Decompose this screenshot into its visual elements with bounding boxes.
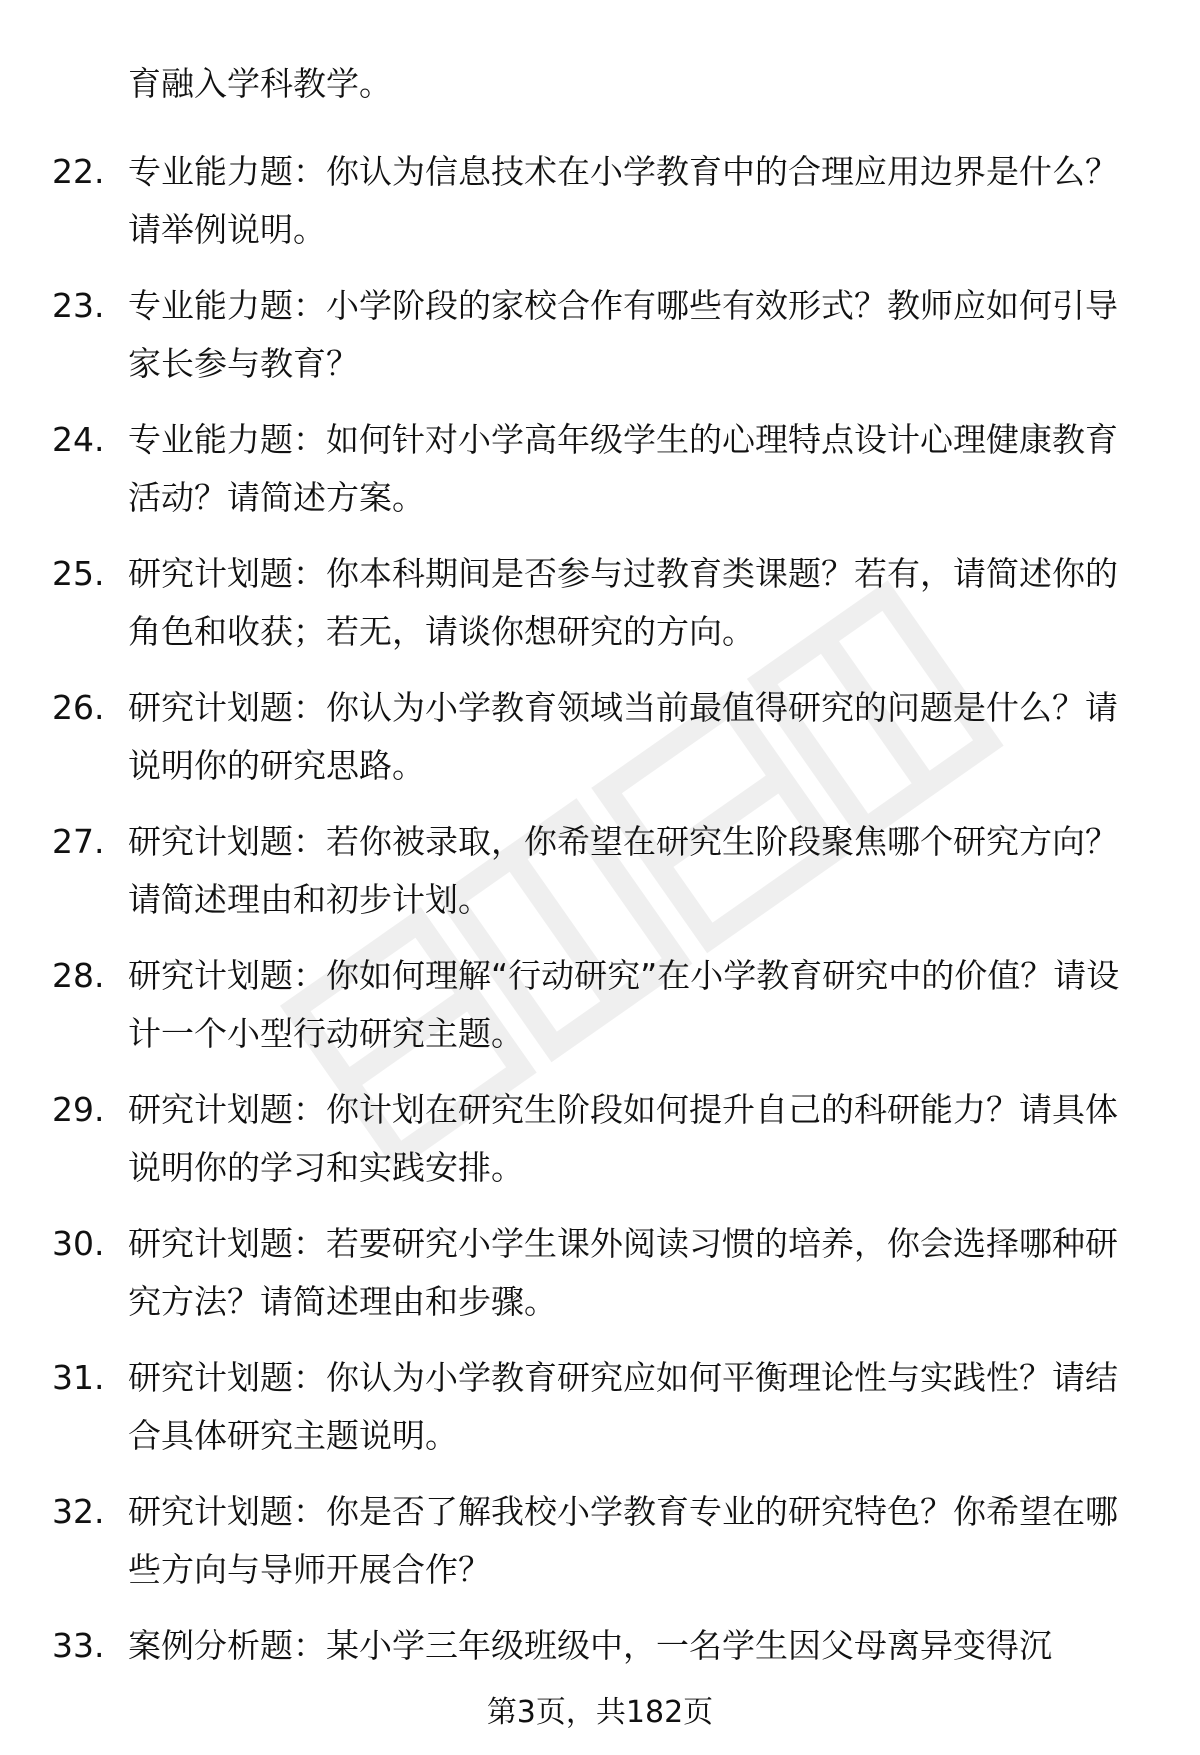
question-item <box>0 411 1200 545</box>
question-number: 32. <box>52 1492 105 1531</box>
question-text: 研究计划题：若要研究小学生课外阅读习惯的培养，你会选择哪种研究方法？请简述理由和步骤。 <box>128 1224 1118 1321</box>
question-number: 25. <box>52 554 105 593</box>
question-text: 研究计划题：你认为小学教育研究应如何平衡理论性与实践性？请结合具体研究主题说明。 <box>128 1358 1118 1455</box>
question-number: 33. <box>52 1626 105 1665</box>
page-footer: 第3页，共182页 <box>486 1695 714 1730</box>
question-item <box>0 1483 1200 1617</box>
question-number: 23. <box>52 286 105 325</box>
question-item <box>0 277 1200 411</box>
question-item <box>0 545 1200 679</box>
question-item <box>0 1349 1200 1483</box>
question-item <box>0 947 1200 1081</box>
question-list <box>0 143 1200 1751</box>
question-number: 22. <box>52 152 105 191</box>
question-text: 专业能力题：如何针对小学高年级学生的心理特点设计心理健康教育活动？请简述方案。 <box>128 420 1118 517</box>
question-text: 研究计划题：若你被录取，你希望在研究生阶段聚焦哪个研究方向？请简述理由和初步计划。 <box>128 822 1118 919</box>
question-text: 研究计划题：你计划在研究生阶段如何提升自己的科研能力？请具体说明你的学习和实践安排。 <box>128 1090 1118 1187</box>
question-number: 28. <box>52 956 105 995</box>
question-item <box>0 1081 1200 1215</box>
question-text: 研究计划题：你本科期间是否参与过教育类课题？若有，请简述你的角色和收获；若无，请谈你想研究的方向。 <box>128 554 1118 651</box>
question-text: 研究计划题：你是否了解我校小学教育专业的研究特色？你希望在哪些方向与导师开展合作？ <box>128 1492 1118 1589</box>
question-number: 26. <box>52 688 105 727</box>
question-number: 31. <box>52 1358 105 1397</box>
question-text: 案例分析题：某小学三年级班级中，一名学生因父母离异变得沉 <box>128 1626 1052 1665</box>
question-text: 专业能力题：你认为信息技术在小学教育中的合理应用边界是什么？请举例说明。 <box>128 152 1118 249</box>
question-text: 研究计划题：你如何理解“行动研究”在小学教育研究中的价值？请设计一个小型行动研究主题。 <box>128 956 1120 1053</box>
continuation-text: 育融入学科教学。 <box>128 64 392 103</box>
question-number: 29. <box>52 1090 105 1129</box>
question-text: 研究计划题：你认为小学教育领域当前最值得研究的问题是什么？请说明你的研究思路。 <box>128 688 1118 785</box>
question-text: 专业能力题：小学阶段的家校合作有哪些有效形式？教师应如何引导家长参与教育？ <box>128 286 1118 383</box>
question-item <box>0 813 1200 947</box>
question-item <box>0 1215 1200 1349</box>
question-item <box>0 143 1200 277</box>
question-number: 24. <box>52 420 105 459</box>
question-item <box>0 679 1200 813</box>
question-number: 30. <box>52 1224 105 1263</box>
question-number: 27. <box>52 822 105 861</box>
